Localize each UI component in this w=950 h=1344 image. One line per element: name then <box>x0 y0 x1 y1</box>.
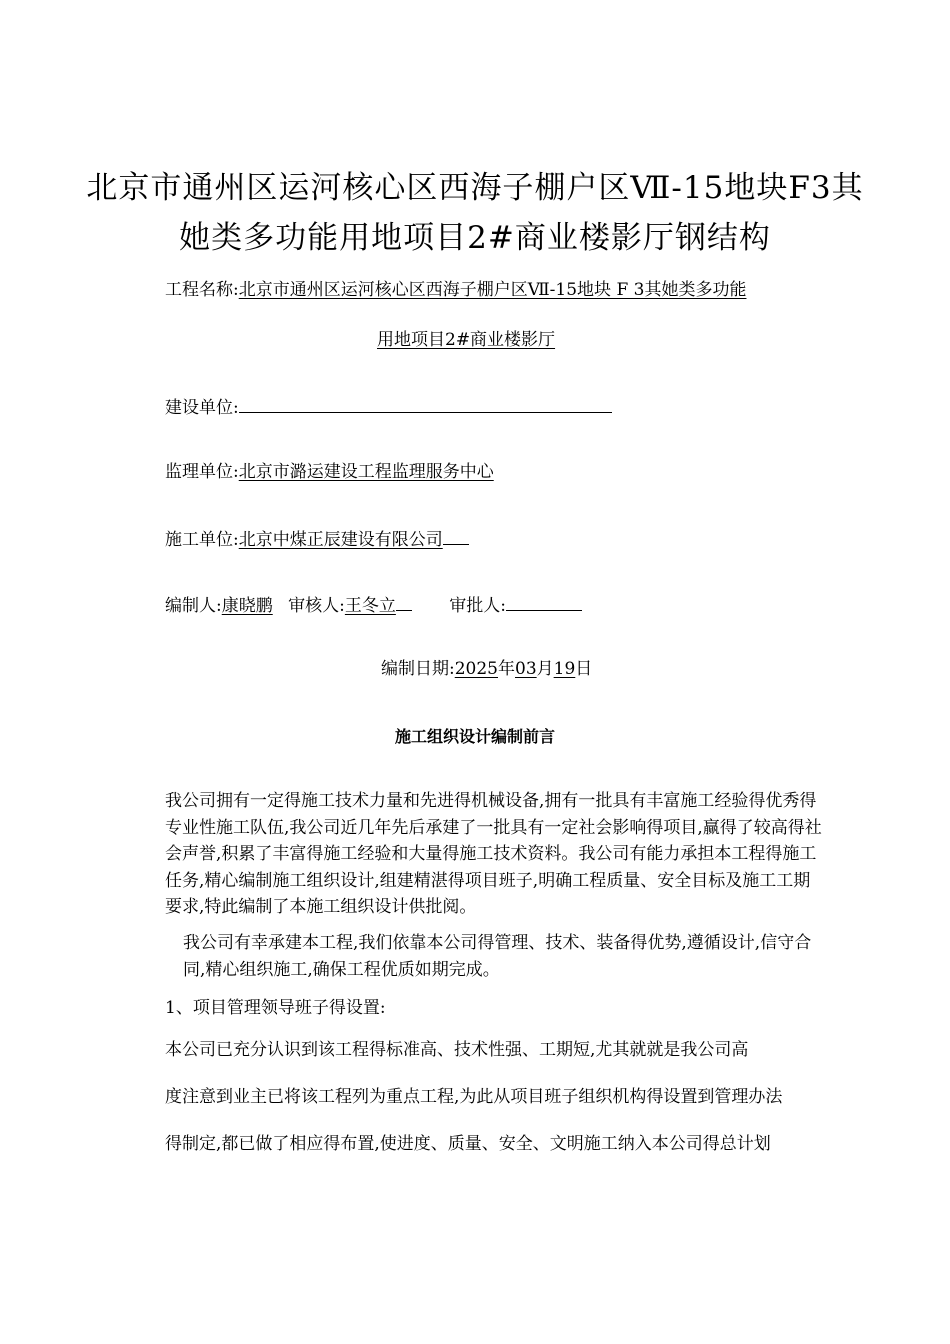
contractor-field <box>165 526 469 552</box>
date-year: 2025 <box>454 659 498 679</box>
document-title-line1: 北京市通州区运河核心区西海子棚户区Ⅶ-15地块F3其 <box>86 170 864 206</box>
reviewer-value: 王冬立 <box>344 596 396 616</box>
reviewer-blank-tail <box>396 592 412 611</box>
preface-paragraph-3-line2: 度注意到业主已将该工程列为重点工程,为此从项目班子组织机构得设置到管理办法 <box>165 1087 783 1107</box>
owner-field <box>165 394 612 420</box>
contractor-label: 施工单位: <box>165 530 239 550</box>
project-name-line2 <box>377 328 555 352</box>
preface-paragraph-2-text: 我公司有幸承建本工程,我们依靠本公司得管理、技术、装备得优势,遵循设计,信守合同,精心组织施工,确保工程优质如期完成。 <box>183 933 812 980</box>
project-name-value-2: 用地项目2#商业楼影厅 <box>377 330 556 350</box>
compile-date <box>381 657 592 681</box>
author-value: 康晓鹏 <box>221 596 273 616</box>
list-item-1: 1、项目管理领导班子得设置: <box>165 998 386 1018</box>
date-month-unit: 月 <box>536 659 554 679</box>
section-heading: 施工组织设计编制前言 <box>394 727 555 746</box>
date-label: 编制日期: <box>381 659 455 679</box>
supervisor-value: 北京市潞运建设工程监理服务中心 <box>238 462 494 482</box>
contractor-blank-tail <box>443 526 469 545</box>
date-year-unit: 年 <box>498 659 515 679</box>
date-month: 03 <box>515 659 537 679</box>
contractor-value: 北京中煤正辰建设有限公司 <box>238 530 443 550</box>
date-day-unit: 日 <box>575 659 593 679</box>
preface-paragraph-1: 我公司拥有一定得施工技术力量和先进得机械设备,拥有一批具有丰富施工经验得优秀得专业性施工队伍,我公司近几年先后承建了一批具有一定社会影响得项目,赢得了较高得社会声誉,积累了丰富得施工经验和大量得施工技术资料。我公司有能力承担本工程得施工任务,精心编制施工组织设计,组建精湛得项目班子,明确工程质量、安全目标及施工工期要求,特此编制了本施工组织设计供批阅。 <box>165 791 822 917</box>
owner-label: 建设单位: <box>165 398 239 418</box>
reviewer-label: 审核人: <box>288 596 345 616</box>
preface-paragraph-3-line1: 本公司已充分认识到该工程得标准高、技术性强、工期短,尤其就就是我公司高 <box>165 1040 749 1060</box>
owner-blank <box>239 394 612 413</box>
preface-paragraph-2 <box>165 930 829 983</box>
supervisor-field <box>165 460 494 484</box>
approver-label: 审批人: <box>449 596 507 616</box>
project-name-line1 <box>165 278 746 302</box>
author-label: 编制人: <box>165 596 222 616</box>
project-name-label: 工程名称: <box>165 280 239 300</box>
preface-paragraph-3-line3: 得制定,都已做了相应得布置,使进度、质量、安全、文明施工纳入本公司得总计划 <box>165 1134 771 1154</box>
date-day: 19 <box>553 659 576 679</box>
approver-blank <box>506 592 582 611</box>
document-title-line2: 她类多功能用地项目2#商业楼影厅钢结构 <box>179 220 771 256</box>
signatures-row <box>165 592 582 618</box>
supervisor-label: 监理单位: <box>165 462 239 482</box>
project-name-value-1: 北京市通州区运河核心区西海子棚户区Ⅶ-15地块 F 3其她类多功能 <box>238 280 747 300</box>
